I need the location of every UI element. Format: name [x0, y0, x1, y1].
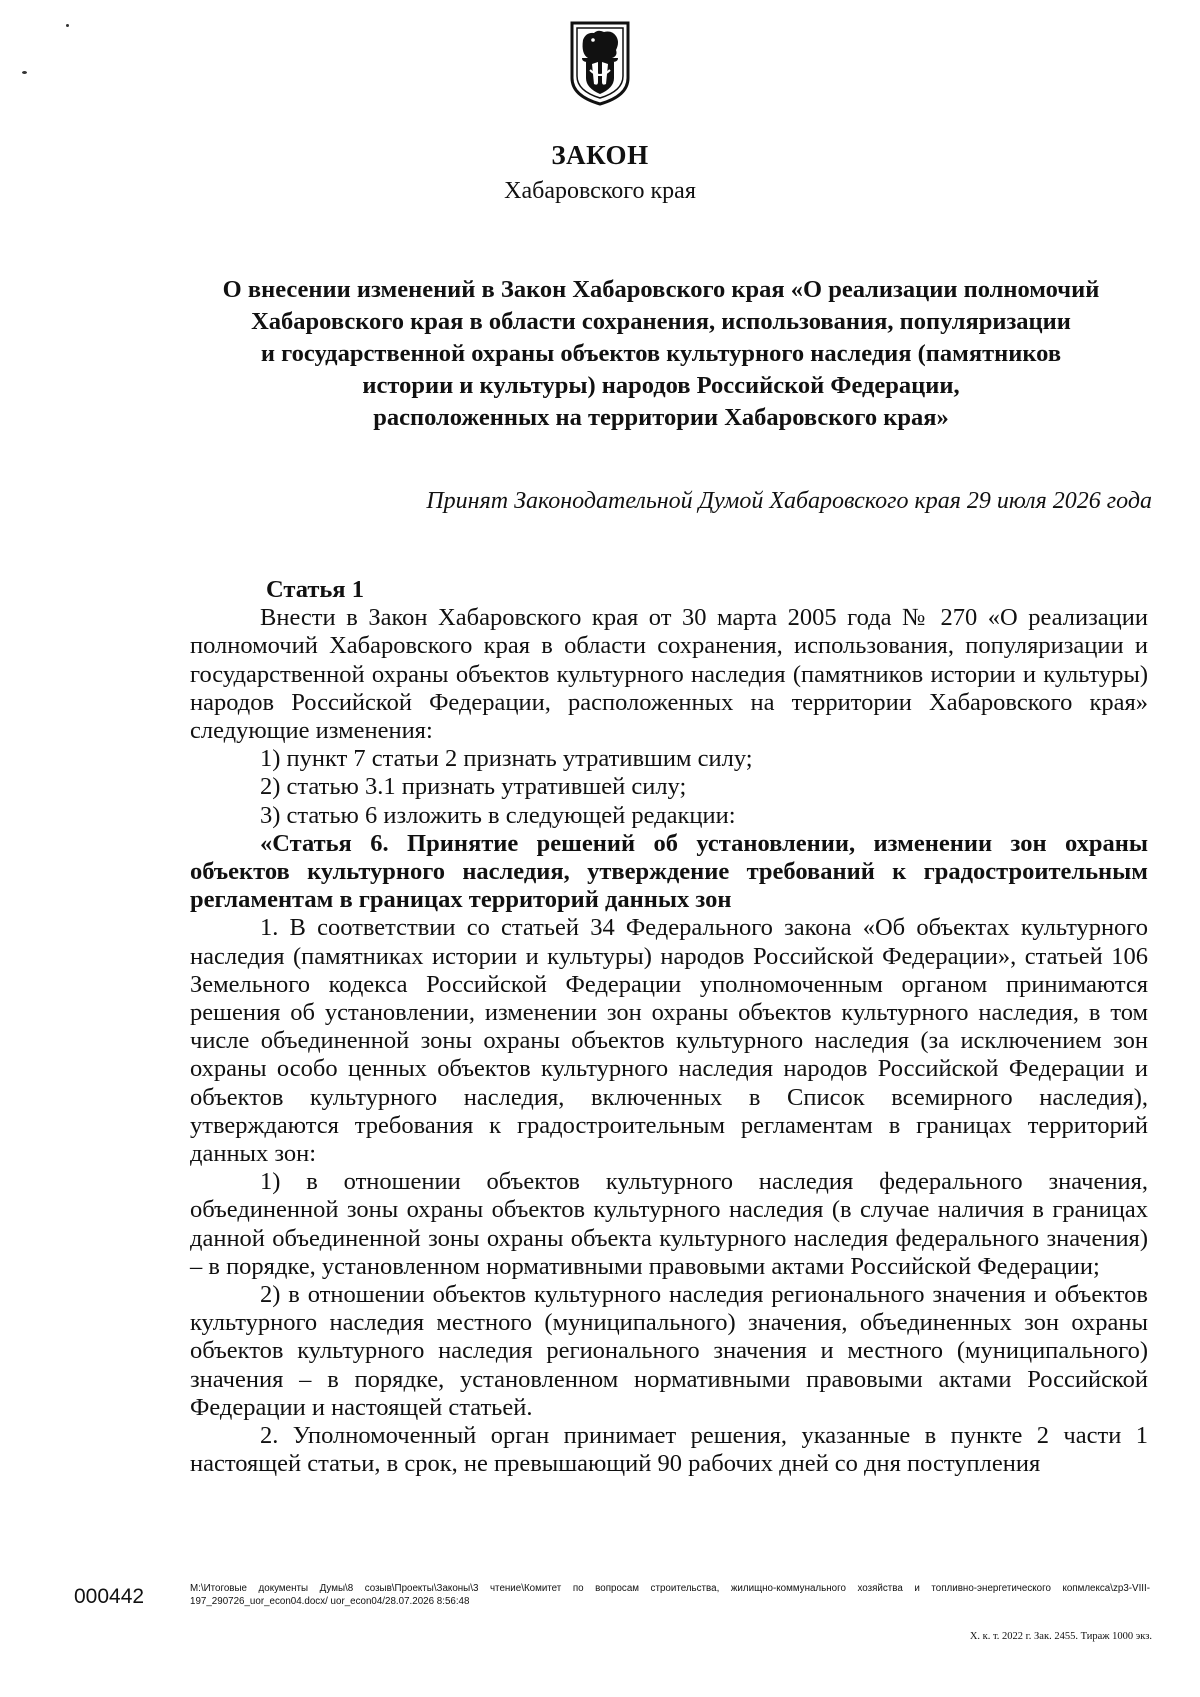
coat-of-arms-icon: [568, 20, 632, 106]
heading-line: О внесении изменений в Закон Хабаровского края «О реализации полномочий: [222, 276, 1100, 303]
article-title: Статья 1: [266, 576, 364, 603]
adoption-note: Принят Законодательной Думой Хабаровского края 29 июля 2026 года: [426, 488, 1152, 514]
scan-speck: [22, 71, 27, 74]
document-number: 000442: [74, 1585, 145, 1608]
law-heading: [175, 274, 1147, 434]
article-paragraph: 2. Уполномоченный орган принимает решения, указанные в пункте 2 части 1 настоящей статьи, в срок, не превышающий 90 рабочих дней со дня поступления: [190, 1422, 1148, 1478]
heading-line: истории и культуры) народов Российской Федерации,: [362, 372, 960, 399]
heading-line: и государственной охраны объектов культурного наследия (памятников: [260, 340, 1062, 367]
article-paragraph: 1) в отношении объектов культурного наследия федерального значения, объединенной зоны охраны объектов культурного наследия (в случае наличия в границах данной объединенной зоны охраны объекта культурного наследия федерального значения) – в порядке, установленном нормативными правовыми актами Российской Федерации;: [190, 1168, 1148, 1280]
print-info: Х. к. т. 2022 г. Зак. 2455. Тираж 1000 экз.: [969, 1631, 1152, 1642]
article-paragraph: 2) в отношении объектов культурного наследия регионального значения и объектов культурного наследия местного (муниципального) значения, объединенных зон охраны объектов культурного наследия регионального значения и местного (муниципального) значения – в порядке, установленном нормативными правовыми актами Российской Федерации и настоящей статьей.: [190, 1281, 1148, 1421]
article-paragraph: 1. В соответствии со статьей 34 Федерального закона «Об объектах культурного наследия (памятниках истории и культуры) народов Российской Федерации», статьей 106 Земельного кодекса Российской Федерации уполномоченным органом принимаются решения об установлении, изменении зон охраны объектов культурного наследия, в том числе объединенной зоны охраны объектов культурного наследия (за исключением зон охраны особо ценных объектов культурного наследия народов Российской Федерации и объектов культурного наследия, включенных в Список всемирного наследия), утверждаются требования к градостроительным регламентам в границах территорий данных зон:: [190, 914, 1148, 1168]
law-subtitle: Хабаровского края: [504, 178, 696, 204]
amendment-item: 3) статью 6 изложить в следующей редакции:: [260, 801, 736, 829]
amendment-item: 2) статью 3.1 признать утратившей силу;: [260, 773, 687, 801]
law-title: ЗАКОН: [551, 140, 649, 170]
heading-line: Хабаровского края в области сохранения, использования, популяризации: [251, 308, 1071, 335]
law-body: [190, 576, 1148, 1479]
scan-speck: [66, 24, 69, 27]
heading-line: расположенных на территории Хабаровского края»: [373, 404, 949, 431]
new-article-title: «Статья 6. Принятие решений об установлении, изменении зон охраны объектов культурного наследия, утверждение требований к градостроительным регламентам в границах территорий данных зон: [190, 829, 1148, 914]
file-path: М:\Итоговые документы Думы\8 созыв\Проекты\Законы\3 чтение\Комитет по вопросам строительства, жилищно-коммунального хозяйства и топливно-энергетического копмлекса\zp3-VIII-197_290726_uor_econ04.docx/ uor_econ04/28.07.2026 8:56:48: [190, 1583, 1150, 1607]
amendment-item: 1) пункт 7 статьи 2 признать утратившим силу;: [260, 745, 753, 773]
article-intro: Внести в Закон Хабаровского края от 30 марта 2005 года № 270 «О реализации полномочий Хабаровского края в области сохранения, использования, популяризации и государственной охраны объектов культурного наследия (памятников истории и культуры) народов Российской Федерации, расположенных на территории Хабаровского края» следующие изменения:: [190, 604, 1148, 745]
